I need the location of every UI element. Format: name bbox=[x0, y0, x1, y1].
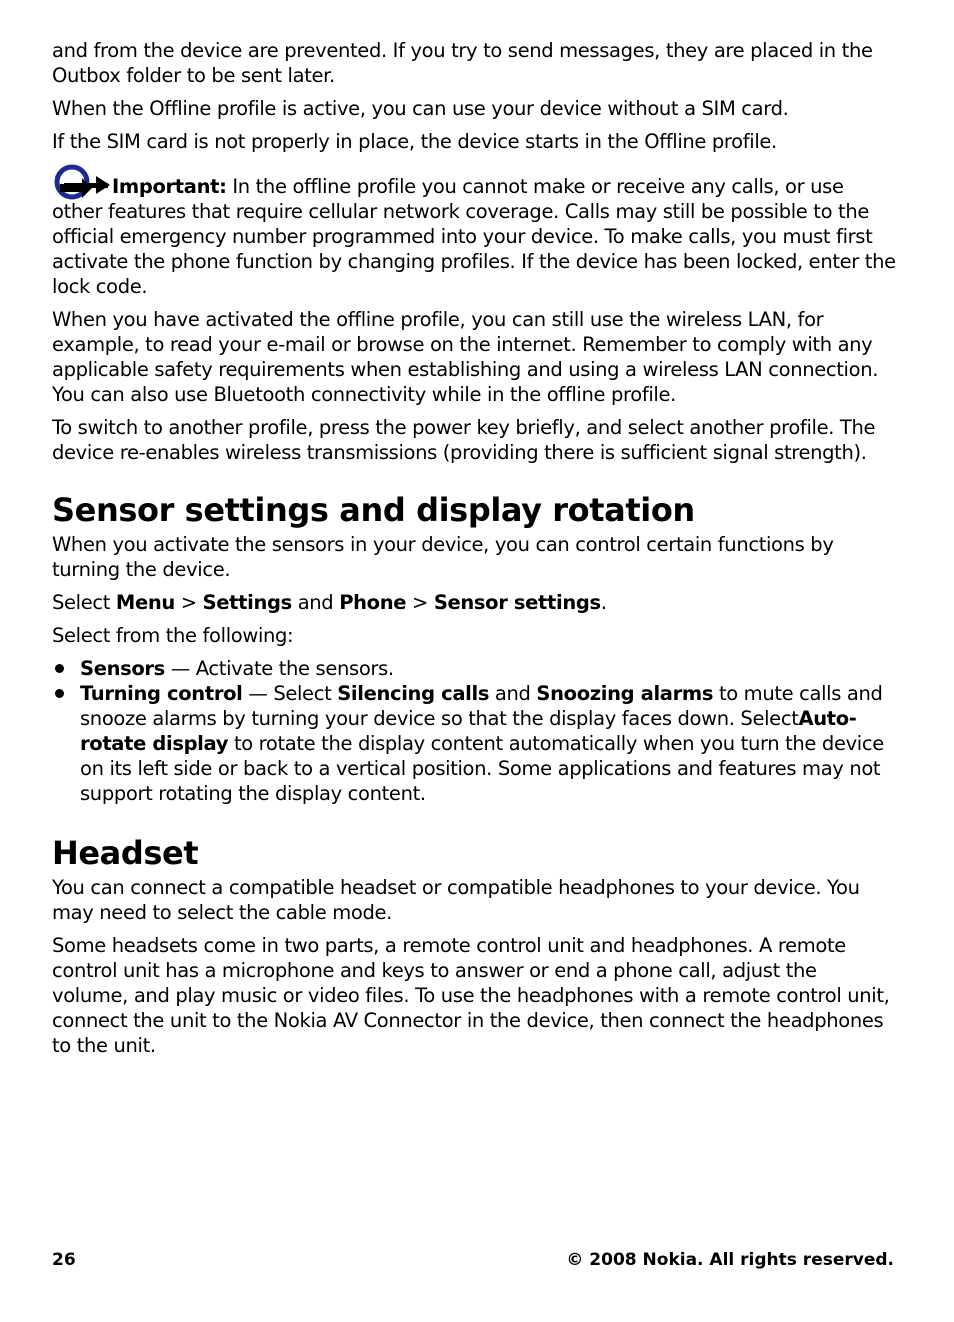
paragraph-headset-2: Some headsets come in two parts, a remote control unit and headphones. A remote control unit has a microphone and keys to answer or end a phone call, adjust the volume, and play music or video files. To use the headphones with a remote control unit, connect the unit to the Nokia AV Connector in the device, then connect the headphones to the unit. bbox=[52, 934, 890, 1057]
term-turning-control: Turning control bbox=[80, 682, 243, 705]
paragraph-select-following: Select from the following: bbox=[52, 624, 294, 647]
term-sensors: Sensors bbox=[80, 657, 165, 680]
path-sensor-settings: Sensor settings bbox=[433, 591, 601, 614]
desc-turning-d: to rotate the display content automatically when you turn the device on its left side or back to a vertical position. Some applications and features may not support rotating the display content. bbox=[80, 732, 884, 805]
path-settings: Settings bbox=[202, 591, 292, 614]
heading-sensor-settings: Sensor settings and display rotation bbox=[52, 491, 695, 529]
paragraph-wlan: When you have activated the offline profile, you can still use the wireless LAN, for example, to read your e-mail or browse on the internet. Remember to comply with any applicable safety requirements when establishing and using a wireless LAN connection. You can also use Bluetooth connectivity while in the offline profile. bbox=[52, 308, 879, 406]
important-note bbox=[52, 174, 897, 299]
desc-turning-b: and bbox=[489, 682, 537, 705]
path-end: . bbox=[600, 591, 607, 614]
important-body: In the offline profile you cannot make or receive any calls, or use other features that require cellular network coverage. Calls may still be possible to the official emergency number programmed into your device. To make calls, you must first activate the phone function by changing profiles. If the device has been locked, enter the lock code. bbox=[52, 175, 896, 298]
paragraph-offline-sim: When the Offline profile is active, you can use your device without a SIM card. bbox=[52, 97, 789, 120]
path-and: and bbox=[291, 591, 340, 614]
paragraph-outbox: and from the device are prevented. If you try to send messages, they are placed in the Outbox folder to be sent later. bbox=[52, 39, 873, 87]
paragraph-switch-profile: To switch to another profile, press the power key briefly, and select another profile. The device re-enables wireless transmissions (providing there is sufficient signal strength). bbox=[52, 416, 876, 464]
paragraph-sensor-intro: When you activate the sensors in your device, you can control certain functions by turning the device. bbox=[52, 533, 834, 581]
page-footer bbox=[52, 1250, 894, 1270]
important-text bbox=[52, 174, 897, 299]
important-label: Important: bbox=[112, 175, 227, 198]
page-content bbox=[52, 38, 897, 1066]
list-item-sensors bbox=[52, 656, 897, 681]
paragraph-sim-not-in-place: If the SIM card is not properly in place, the device starts in the Offline profile. bbox=[52, 130, 777, 153]
desc-turning-c: to mute calls and snooze alarms by turning your device so that the display faces down. Select bbox=[80, 682, 883, 730]
bullet-icon bbox=[55, 689, 64, 698]
option-auto-rotate: Auto-rotate display bbox=[80, 707, 857, 755]
path-phone: Phone bbox=[339, 591, 407, 614]
paragraph-headset-1: You can connect a compatible headset or compatible headphones to your device. You may need to select the cable mode. bbox=[52, 876, 860, 924]
desc-turning-a: — Select bbox=[242, 682, 338, 705]
heading-headset: Headset bbox=[52, 834, 199, 872]
copyright-notice: © 2008 Nokia. All rights reserved. bbox=[566, 1250, 894, 1270]
list-item-turning-control bbox=[52, 681, 897, 806]
important-note-icon bbox=[52, 162, 110, 204]
option-silencing-calls: Silencing calls bbox=[337, 682, 490, 705]
path-select-text: Select bbox=[52, 591, 116, 614]
desc-sensors: — Activate the sensors. bbox=[164, 657, 394, 680]
path-separator: > bbox=[406, 591, 434, 614]
path-separator: > bbox=[174, 591, 203, 614]
path-menu: Menu bbox=[115, 591, 175, 614]
paragraph-sensor-path bbox=[52, 590, 897, 615]
bullet-icon bbox=[55, 664, 64, 673]
sensor-options-list bbox=[52, 656, 897, 806]
page-number: 26 bbox=[52, 1250, 76, 1270]
option-snoozing-alarms: Snoozing alarms bbox=[536, 682, 714, 705]
